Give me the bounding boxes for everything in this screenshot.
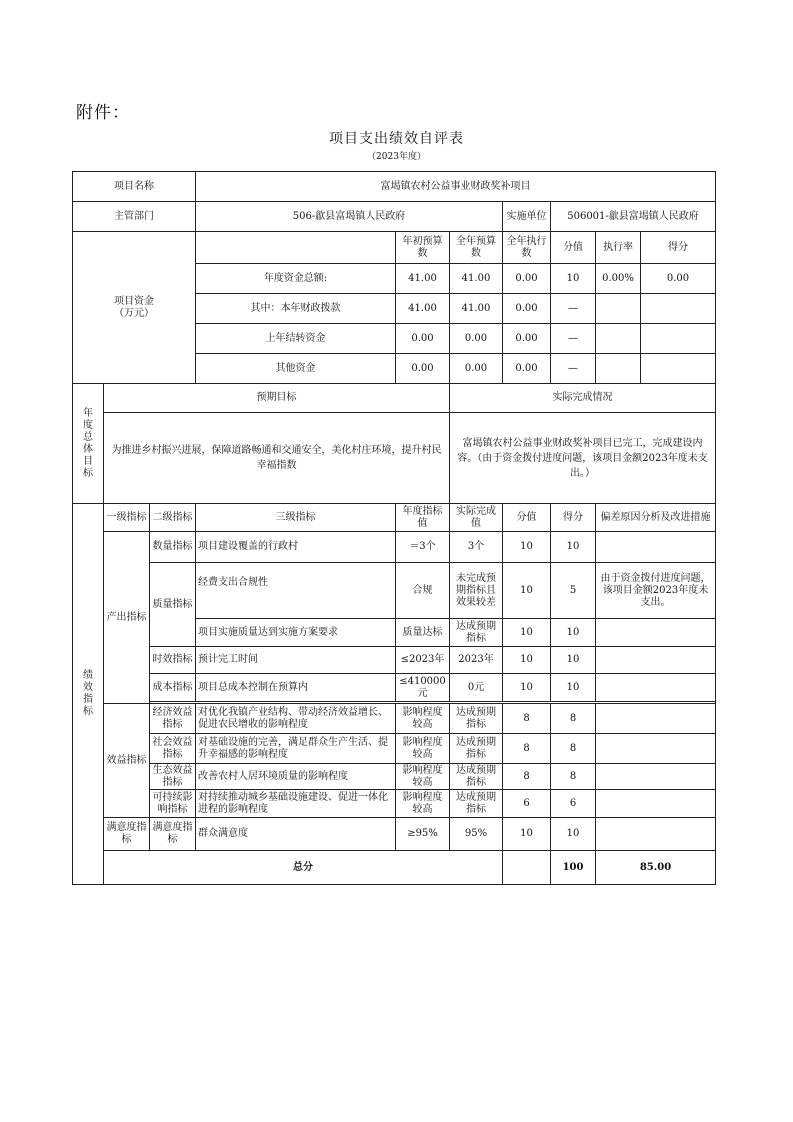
indicator-got: 8 <box>551 734 596 764</box>
funds-init: 41.00 <box>396 294 450 324</box>
funds-header: 年初预算数 <box>396 232 450 264</box>
funds-header-split <box>596 232 716 264</box>
indicator-got: 10 <box>551 532 596 563</box>
indicator-reason <box>596 704 716 734</box>
indicator-actual: 达成预期指标 <box>450 704 503 734</box>
indicator-target: ≤410000元 <box>396 674 450 702</box>
dept-value: 506-歙县富堨镇人民政府 <box>196 202 503 232</box>
perf-header: 得分 <box>551 504 596 532</box>
indicator-name: 项目总成本控制在预算内 <box>196 674 396 702</box>
funds-full: 0.00 <box>450 354 503 384</box>
funds-row-name: 其中：本年财政拨款 <box>196 294 396 324</box>
project-name-row <box>73 172 716 202</box>
indicator-name: 对基础设施的完善，满足群众生产生活、提升幸福感的影响程度 <box>196 734 396 764</box>
indicator-target: ＝3个 <box>396 532 450 563</box>
satisfaction-group: 满意度指标 <box>104 818 150 851</box>
sub-sustainable: 可持续影响指标 <box>150 790 196 818</box>
indicator-actual: 未完成预期指标且效果较差 <box>450 563 503 619</box>
sub-economic: 经济效益指标 <box>150 704 196 734</box>
indicator-actual: 95% <box>450 818 503 851</box>
perf-row <box>73 647 716 674</box>
expected-goal-label: 预期目标 <box>104 384 450 413</box>
perf-row <box>73 734 716 764</box>
funds-rate <box>596 294 641 323</box>
funds-init: 41.00 <box>396 264 450 294</box>
total-label: 总分 <box>104 851 503 885</box>
indicator-name: 预计完工时间 <box>196 647 396 674</box>
indicator-actual: 3个 <box>450 532 503 563</box>
indicator-score: 10 <box>503 563 551 619</box>
indicator-reason <box>596 647 716 674</box>
perf-header: 偏差原因分析及改进措施 <box>596 504 716 532</box>
dept-label: 主管部门 <box>73 202 196 232</box>
funds-label: 项目资金 （万元） <box>73 232 196 384</box>
indicator-got: 10 <box>551 647 596 674</box>
funds-exec: 0.00 <box>503 324 551 354</box>
output-group: 产出指标 <box>104 532 150 704</box>
expected-goal: 为推进乡村振兴进展，保障道路畅通和交通安全，美化村庄环境，提升村民幸福指数 <box>104 413 450 504</box>
funds-row-name: 年度资金总额: <box>196 264 396 294</box>
goals-content-row <box>73 413 716 504</box>
indicator-actual: 达成预期指标 <box>450 764 503 790</box>
funds-header: 执行率 <box>596 232 641 263</box>
actual-goal-label: 实际完成情况 <box>450 384 716 413</box>
funds-init: 0.00 <box>396 324 450 354</box>
perf-row <box>73 563 716 619</box>
sub-quality: 质量指标 <box>150 563 196 647</box>
funds-score: 10 <box>551 264 596 294</box>
indicator-actual: 达成预期指标 <box>450 790 503 818</box>
total-row <box>73 851 716 885</box>
perf-row <box>73 674 716 702</box>
benefit-group: 效益指标 <box>104 704 150 818</box>
funds-header: 全年预算数 <box>450 232 503 264</box>
funds-exec: 0.00 <box>503 354 551 384</box>
indicator-reason: 由于资金拨付进度问题，该项目金额2023年度未支出。 <box>596 563 716 619</box>
indicator-name: 项目实施质量达到实施方案要求 <box>196 619 396 647</box>
sub-social: 社会效益指标 <box>150 734 196 764</box>
perf-header: 实际完成值 <box>450 504 503 532</box>
funds-got <box>641 324 715 353</box>
sub-satisfaction: 满意度指标 <box>150 818 196 851</box>
goals-label: 年 度 总 体 目 标 <box>73 384 104 504</box>
sub-cost: 成本指标 <box>150 674 196 702</box>
indicator-name: 改善农村人居环境质量的影响程度 <box>196 764 396 790</box>
funds-init: 0.00 <box>396 354 450 384</box>
indicator-score: 8 <box>503 704 551 734</box>
funds-header-row <box>73 232 716 264</box>
perf-header-row <box>73 504 716 532</box>
indicator-name: 项目建设覆盖的行政村 <box>196 532 396 563</box>
funds-value-split <box>596 324 716 354</box>
department-row <box>73 202 716 232</box>
indicator-reason <box>596 734 716 764</box>
indicator-reason <box>596 764 716 790</box>
funds-score: — <box>551 354 596 384</box>
indicator-got: 10 <box>551 674 596 702</box>
indicator-score: 6 <box>503 790 551 818</box>
goals-header-row <box>73 384 716 413</box>
indicator-name: 对持续推动城乡基础设施建设、促进一体化进程的影响程度 <box>196 790 396 818</box>
total-score: 100 <box>551 851 596 885</box>
indicator-target: 合规 <box>396 563 450 619</box>
perf-header: 一级指标 <box>104 504 150 532</box>
funds-full: 0.00 <box>450 324 503 354</box>
perf-label: 绩 效 指 标 <box>73 504 104 885</box>
indicator-score: 10 <box>503 619 551 647</box>
indicator-got: 10 <box>551 619 596 647</box>
indicator-target: 质量达标 <box>396 619 450 647</box>
indicator-score: 10 <box>503 532 551 563</box>
indicator-name: 经费支出合规性 <box>196 563 396 619</box>
funds-full: 41.00 <box>450 264 503 294</box>
indicator-name: 群众满意度 <box>196 818 396 851</box>
funds-row-name: 其他资金 <box>196 354 396 384</box>
funds-header: 全年执行数 <box>503 232 551 264</box>
perf-header: 三级指标 <box>196 504 396 532</box>
indicator-got: 8 <box>551 704 596 734</box>
page-title: 项目支出绩效自评表 <box>329 131 464 147</box>
indicator-got: 6 <box>551 790 596 818</box>
perf-row <box>73 764 716 790</box>
total-got: 85.00 <box>596 851 716 885</box>
funds-got: 0.00 <box>666 272 690 284</box>
funds-rate: 0.00% <box>596 264 641 293</box>
indicator-reason <box>596 818 716 851</box>
sub-ecological: 生态效益指标 <box>150 764 196 790</box>
funds-exec: 0.00 <box>503 264 551 294</box>
funds-rate <box>596 324 641 353</box>
impl-value: 506001-歙县富堨镇人民政府 <box>551 202 716 232</box>
indicator-target: 影响程度较高 <box>396 704 450 734</box>
funds-header: 分值 <box>551 232 596 264</box>
indicator-target: 影响程度较高 <box>396 764 450 790</box>
funds-score: — <box>551 294 596 324</box>
evaluation-table <box>72 171 716 885</box>
indicator-score: 10 <box>503 818 551 851</box>
funds-got <box>641 354 715 383</box>
total-blank <box>503 851 551 885</box>
funds-got <box>641 294 715 323</box>
funds-rate <box>596 354 641 383</box>
impl-label: 实施单位 <box>503 202 551 232</box>
funds-value-split <box>596 354 716 384</box>
funds-full: 41.00 <box>450 294 503 324</box>
funds-value-split <box>596 264 716 294</box>
sub-quantity: 数量指标 <box>150 532 196 563</box>
indicator-actual: 2023年 <box>450 647 503 674</box>
indicator-actual: 达成预期指标 <box>450 619 503 647</box>
perf-row <box>73 790 716 818</box>
perf-row <box>73 704 716 734</box>
indicator-got: 5 <box>551 563 596 619</box>
indicator-name: 对优化我镇产业结构、带动经济效益增长、促进农民增收的影响程度 <box>196 704 396 734</box>
indicator-got: 10 <box>551 818 596 851</box>
indicator-actual: 达成预期指标 <box>450 734 503 764</box>
indicator-reason <box>596 674 716 702</box>
indicator-target: ≤2023年 <box>396 647 450 674</box>
indicator-target: 影响程度较高 <box>396 734 450 764</box>
funds-exec: 0.00 <box>503 294 551 324</box>
actual-goal: 富堨镇农村公益事业财政奖补项目已完工，完成建设内容。（由于资金拨付进度问题，该项目金额2023年度未支出。） <box>450 413 716 504</box>
indicator-score: 10 <box>503 647 551 674</box>
indicator-score: 8 <box>503 734 551 764</box>
indicator-score: 10 <box>503 674 551 702</box>
indicator-target: 影响程度较高 <box>396 790 450 818</box>
attachment-label: 附件： <box>76 103 130 123</box>
indicator-got: 8 <box>551 764 596 790</box>
perf-row <box>73 818 716 851</box>
perf-header: 年度指标值 <box>396 504 450 532</box>
funds-score: — <box>551 324 596 354</box>
perf-header: 分值 <box>503 504 551 532</box>
perf-header: 二级指标 <box>150 504 196 532</box>
indicator-reason <box>596 619 716 647</box>
indicator-target: ≥95% <box>396 818 450 851</box>
indicator-reason <box>596 532 716 563</box>
funds-row-name: 上年结转资金 <box>196 324 396 354</box>
project-name-value: 富堨镇农村公益事业财政奖补项目 <box>196 172 716 202</box>
perf-row <box>73 532 716 563</box>
year-label: （2023年度） <box>367 152 426 162</box>
funds-value-split <box>596 294 716 324</box>
indicator-actual: 0元 <box>450 674 503 702</box>
funds-blank <box>196 232 396 264</box>
sub-time: 时效指标 <box>150 647 196 674</box>
indicator-score: 8 <box>503 764 551 790</box>
funds-header: 得分 <box>668 241 689 253</box>
project-name-label: 项目名称 <box>73 172 196 202</box>
indicator-reason <box>596 790 716 818</box>
